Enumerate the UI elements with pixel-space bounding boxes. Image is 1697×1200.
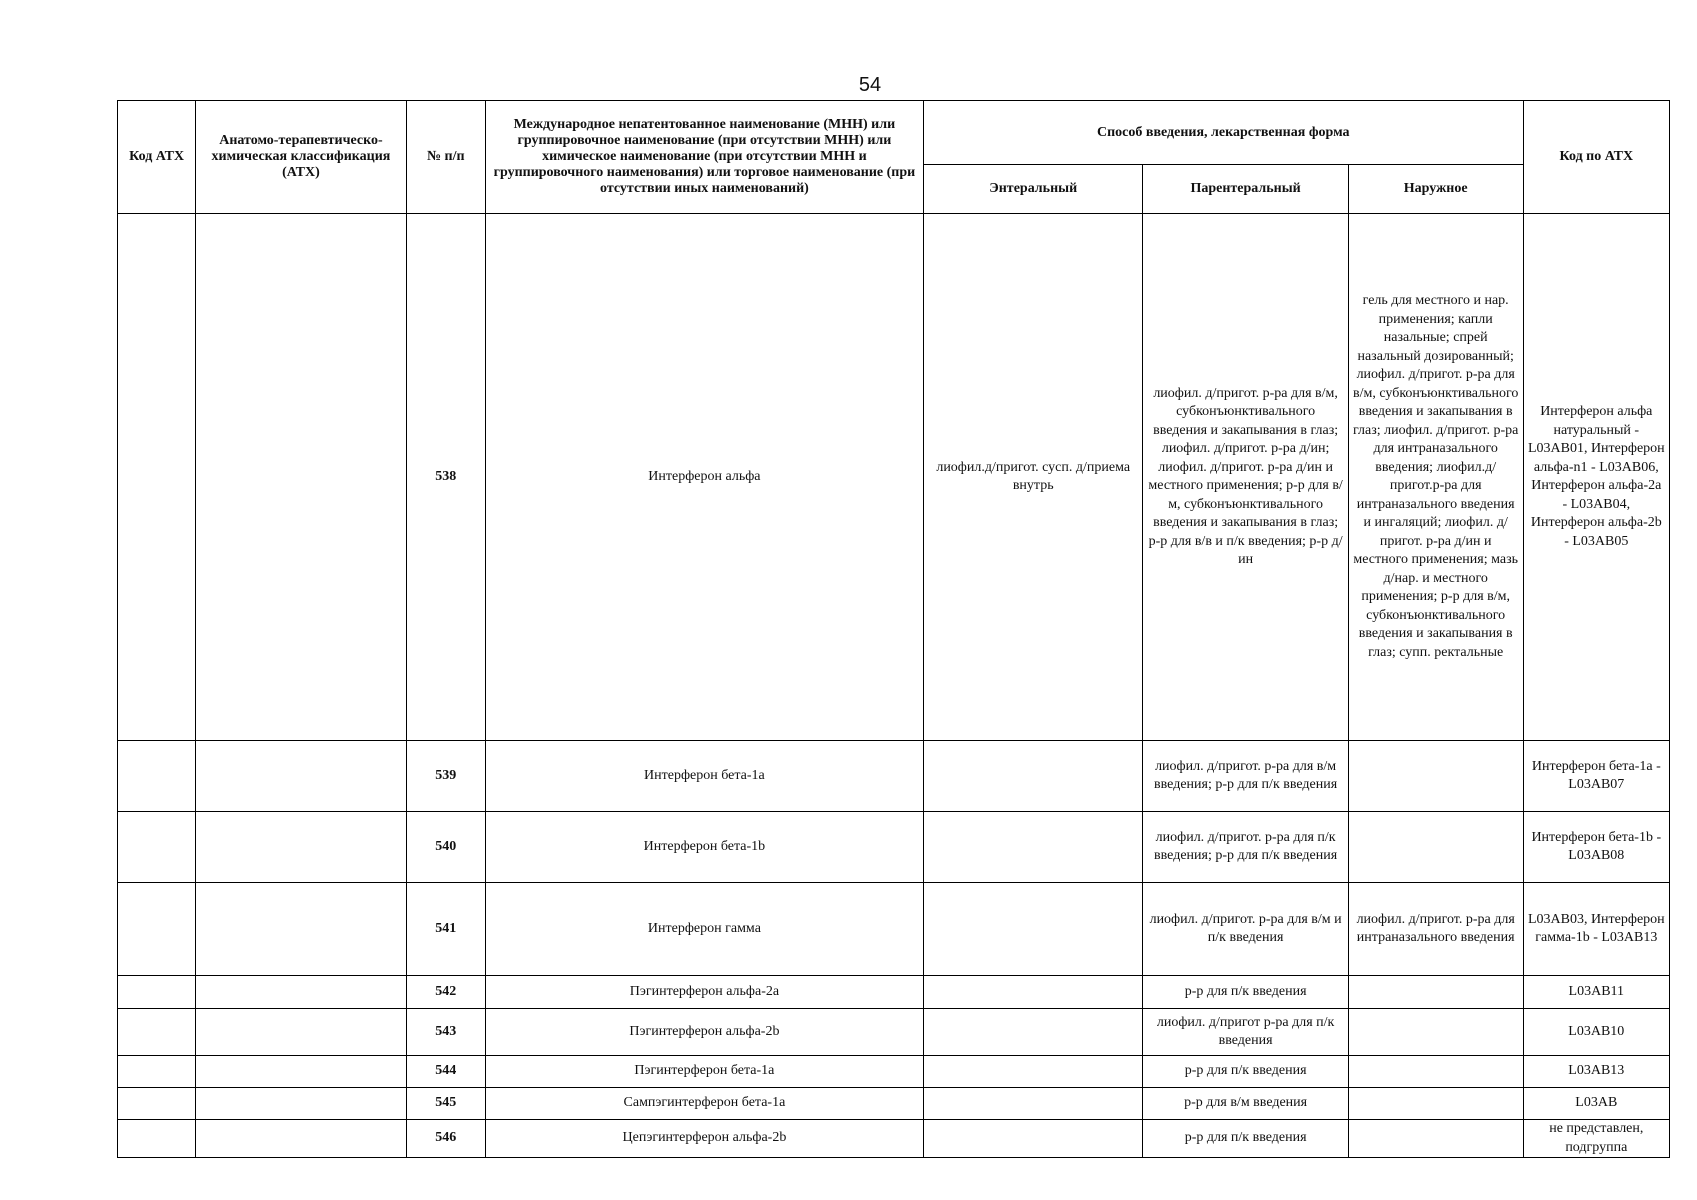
cell-parenteral: лиофил. д/пригот р-ра для п/к введения (1143, 1009, 1348, 1056)
cell-classification (196, 1120, 406, 1158)
cell-external (1348, 812, 1523, 883)
cell-number: 546 (406, 1120, 485, 1158)
cell-atc-code: L03AB11 (1523, 976, 1669, 1009)
table-row (118, 976, 1670, 1009)
cell-name: Цепэгинтерферон альфа-2b (485, 1120, 923, 1158)
cell-parenteral: лиофил. д/пригот. р-ра для п/к введения; р-р для п/к введения (1143, 812, 1348, 883)
cell-external: лиофил. д/пригот. р-ра для интраназального введения (1348, 883, 1523, 976)
table-row (118, 812, 1670, 883)
cell-classification (196, 812, 406, 883)
cell-number: 544 (406, 1056, 485, 1088)
cell-atc-code: не представлен, подгруппа (1523, 1120, 1669, 1158)
cell-number: 543 (406, 1009, 485, 1056)
cell-enteral: лиофил.д/пригот. сусп. д/приема внутрь (923, 214, 1143, 741)
cell-atc (118, 1009, 196, 1056)
cell-classification (196, 976, 406, 1009)
cell-atc-code: Интерферон альфа натуральный - L03AB01, Интерферон альфа-n1 - L03AB06, Интерферон альфа-2a - L03AB04, Интерферон альфа-2b - L03AB05 (1523, 214, 1669, 741)
header-atc-classification: Анатомо-терапевтическо-химическая классификация (АТХ) (196, 101, 406, 214)
cell-parenteral: лиофил. д/пригот. р-ра для в/м введения; р-р для п/к введения (1143, 741, 1348, 812)
cell-atc-code: L03AB13 (1523, 1056, 1669, 1088)
page-number: 54 (858, 74, 882, 96)
cell-classification (196, 1009, 406, 1056)
table-row (118, 214, 1670, 741)
table-row (118, 883, 1670, 976)
cell-number: 542 (406, 976, 485, 1009)
cell-number: 540 (406, 812, 485, 883)
cell-parenteral: лиофил. д/пригот. р-ра для в/м и п/к введения (1143, 883, 1348, 976)
cell-atc (118, 214, 196, 741)
cell-number: 539 (406, 741, 485, 812)
cell-name: Пэгинтерферон альфа-2b (485, 1009, 923, 1056)
cell-number: 545 (406, 1088, 485, 1120)
cell-enteral (923, 1009, 1143, 1056)
header-external: Наружное (1348, 165, 1523, 214)
header-item-number: № п/п (406, 101, 485, 214)
header-atc-code: Код АТХ (118, 101, 196, 214)
cell-enteral (923, 741, 1143, 812)
cell-atc (118, 1120, 196, 1158)
cell-classification (196, 883, 406, 976)
cell-name: Интерферон альфа (485, 214, 923, 741)
cell-atc-code: L03AB10 (1523, 1009, 1669, 1056)
cell-enteral (923, 1056, 1143, 1088)
cell-classification (196, 1056, 406, 1088)
cell-classification (196, 214, 406, 741)
cell-atc (118, 1088, 196, 1120)
cell-enteral (923, 1120, 1143, 1158)
header-name: Международное непатентованное наименование (МНН) или группировочное наименование (при отсутствии МНН) или химическое наименование (при отсутствии МНН и группировочного наименования) или торговое наименование (при отсутствии иных наименований) (485, 101, 923, 214)
cell-name: Интерферон гамма (485, 883, 923, 976)
cell-parenteral: р-р для п/к введения (1143, 1056, 1348, 1088)
cell-parenteral: р-р для в/м введения (1143, 1088, 1348, 1120)
table-row (118, 1120, 1670, 1158)
cell-name: Сампэгинтерферон бета-1a (485, 1088, 923, 1120)
cell-atc (118, 741, 196, 812)
cell-atc-code: L03AB (1523, 1088, 1669, 1120)
cell-atc (118, 976, 196, 1009)
cell-number: 541 (406, 883, 485, 976)
header-atc-code-final: Код по АТХ (1523, 101, 1669, 214)
table-row (118, 1009, 1670, 1056)
cell-classification (196, 741, 406, 812)
cell-enteral (923, 883, 1143, 976)
cell-name: Интерферон бета-1b (485, 812, 923, 883)
cell-number: 538 (406, 214, 485, 741)
header-parenteral: Парентеральный (1143, 165, 1348, 214)
cell-atc (118, 812, 196, 883)
cell-atc (118, 883, 196, 976)
drug-table (117, 100, 1670, 1158)
cell-external (1348, 1009, 1523, 1056)
cell-atc-code: Интерферон бета-1b - L03AB08 (1523, 812, 1669, 883)
table-row (118, 741, 1670, 812)
cell-parenteral: р-р для п/к введения (1143, 1120, 1348, 1158)
table-row (118, 1088, 1670, 1120)
cell-parenteral: лиофил. д/пригот. р-ра для в/м, субконъюнктивального введения и закапывания в глаз; лиофил. д/пригот. р-ра д/ин; лиофил. д/пригот. р-ра д/ин и местного применения; р-р для в/м, субконъюнктивального введения и закапывания в глаз; р-р для в/в и п/к введения; р-р д/ин (1143, 214, 1348, 741)
cell-name: Интерферон бета-1a (485, 741, 923, 812)
cell-name: Пэгинтерферон бета-1a (485, 1056, 923, 1088)
header-route-group: Способ введения, лекарственная форма (923, 101, 1523, 165)
cell-external (1348, 1120, 1523, 1158)
cell-external (1348, 1056, 1523, 1088)
cell-external: гель для местного и нар. применения; капли назальные; спрей назальный дозированный; лиофил. д/пригот. р-ра для в/м, субконъюнктивального введения и закапывания в глаз; лиофил. д/пригот. р-ра для интраназального введения; лиофил.д/пригот.р-ра для интраназального введения и ингаляций; лиофил. д/пригот. р-ра д/ин и местного применения; мазь д/нар. и местного применения; р-р для в/м, субконъюнктивального введения и закапывания в глаз; супп. ректальные (1348, 214, 1523, 741)
cell-external (1348, 976, 1523, 1009)
cell-enteral (923, 1088, 1143, 1120)
cell-parenteral: р-р для п/к введения (1143, 976, 1348, 1009)
cell-external (1348, 741, 1523, 812)
header-enteral: Энтеральный (923, 165, 1143, 214)
cell-enteral (923, 976, 1143, 1009)
cell-atc-code: L03AB03, Интерферон гамма-1b - L03AB13 (1523, 883, 1669, 976)
cell-name: Пэгинтерферон альфа-2a (485, 976, 923, 1009)
table-row (118, 1056, 1670, 1088)
cell-classification (196, 1088, 406, 1120)
cell-external (1348, 1088, 1523, 1120)
cell-enteral (923, 812, 1143, 883)
cell-atc (118, 1056, 196, 1088)
cell-atc-code: Интерферон бета-1a - L03AB07 (1523, 741, 1669, 812)
